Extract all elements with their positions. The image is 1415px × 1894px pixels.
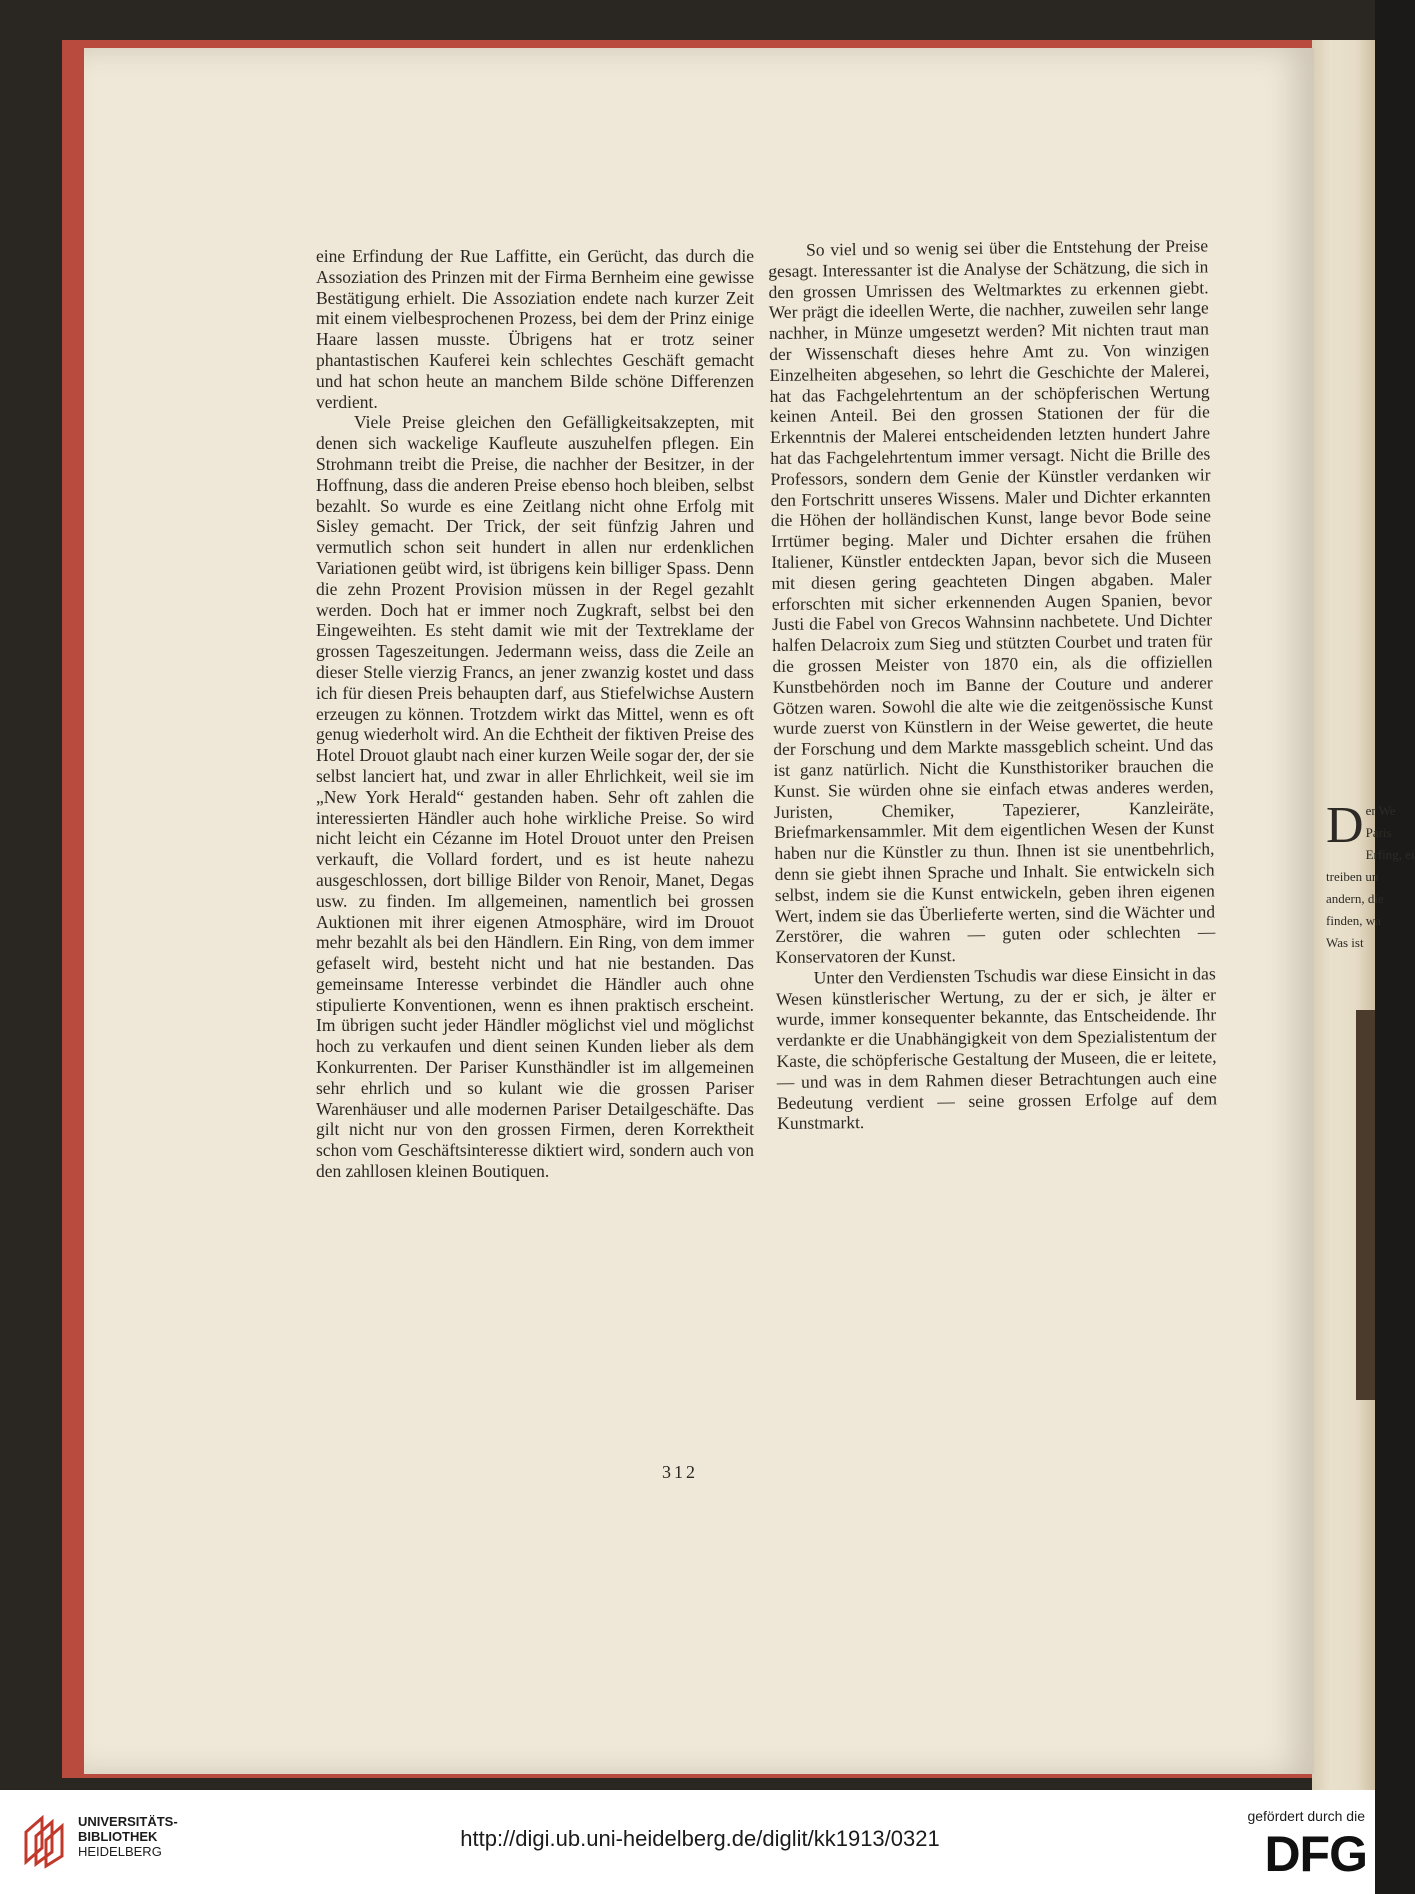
right-text-column bbox=[768, 235, 1217, 1134]
drop-cap: D bbox=[1326, 797, 1364, 854]
institution-line: BIBLIOTHEK bbox=[78, 1829, 158, 1844]
document-url-link[interactable]: http://digi.ub.uni-heidelberg.de/diglit/kk1913/0321 bbox=[460, 1826, 940, 1851]
page-number: 312 bbox=[662, 1462, 698, 1482]
paragraph: eine Erfindung der Rue Laffitte, ein Gerücht, das durch die Assoziation des Prinzen mit der Firma Bernheim eine gewisse Bestätigung erhielt. Die Assoziation endete nach kurzer Zeit mit einem vielbesprochenen Prozess, bei dem der Prinz einige Haare lassen musste. Übrigens hat er trotz seiner phantastischen Kauferei kein schlechtes Geschäft gemacht und hat schon heute an manchem Bilde schöne Differenzen verdient. bbox=[316, 246, 754, 412]
university-library-logo-icon bbox=[20, 1812, 70, 1868]
edge-line: treiben un bbox=[1326, 869, 1379, 884]
institution-name bbox=[78, 1814, 218, 1859]
paragraph: Unter den Verdiensten Tschudis war diese Einsicht in das Wesen künstlerischer Wertung, zu der er sich, je älter er wurde, immer konsequenter bekannte, das Entscheidende. Ihr verdankte er die Unabhängigkeit von dem Spezialistentum der Kaste, die schöpferische Gestaltung der Museen, die er leitete, — und was in dem Rahmen dieser Betrachtungen auch eine Bedeutung verdient — seine grossen Erfolge auf dem Kunstmarkt. bbox=[775, 963, 1218, 1134]
viewer-footer bbox=[0, 1790, 1375, 1894]
institution-line: UNIVERSITÄTS- bbox=[78, 1814, 178, 1829]
dfg-logo: DFG bbox=[1264, 1826, 1367, 1882]
left-text-column bbox=[316, 246, 754, 1182]
edge-line: er We bbox=[1365, 803, 1396, 818]
paragraph: So viel und so wenig sei über die Entstehung der Preise gesagt. Interessanter ist die Analyse der Schätzung, die sich in den grossen Umrissen des Weltmarktes zu erkennen giebt. Wer prägt die ideellen Werte, die nachher, zuweilen sehr lange nachher, in Münze umgesetzt werden? Mit nichten traut man der Wissenschaft dieses hehre Amt zu. Von winzigen Einzelheiten abgesehen, so lehrt die Geschichte der Malerei, hat das Fachgelehrtentum an der schöpferischen Wertung keinen Anteil. Bei den grossen Stationen der für die Erkenntnis der Malerei entscheidenden letzten hundert Jahre hat das Fachgelehrtentum immer versagt. Nicht die Brille des Professors, sondern dem Genie der Künstler verdanken wir den Fortschritt unseres Wissens. Maler und Dichter erkannten die Höhen der holländischen Kunst, lange bevor Bode seine Irrtümer beging. Maler und Dichter ersahen die frühen Italiener, Künstler entdeckten Japan, bevor sich die Museen mit diesen gering geachteten Dingen abgaben. Maler erforschten mit sicher erkennenden Augen Spanien, bevor Justi die Fabel von Grecos Wahnsinn nachbetete. Und Dichter halfen Delacroix zum Sieg und stützten Courbet und traten für die grossen Meister von 1870 ein, als die offiziellen Kunstbehörden noch im Banne der Couture und anderer Götzen waren. Sowohl die alte wie die zeitgenössische Kunst wurde zuerst von Künstlern in der Weise gewertet, die heute der Forschung und dem Markte massgeblich scheint. Und das ist ganz natürlich. Nicht die Kunsthistoriker brauchen die Kunst. Sie würden ohne sie einfach etwas anderes werden, Juristen, Chemiker, Tapezierer, Kanzleiräte, Briefmarkensammler. Mit dem eigentlichen Wesen der Kunst haben nur die Künstler zu thun. Ihnen ist sie unentbehrlich, denn sie giebt ihnen Sprache und Inhalt. Sie entwickeln sich selbst, indem sie die Kunst entwickeln, geben ihren eigenen Wert, indem sie das Überlieferte werten, sind die Wächter und Zerstörer, die wahren — guten oder schlechten — Konservatoren der Kunst. bbox=[768, 235, 1216, 968]
edge-line: Paris bbox=[1365, 825, 1392, 840]
edge-line: Erfing, ei bbox=[1365, 847, 1415, 862]
next-page-text-fragment bbox=[1326, 797, 1415, 954]
next-page-image-fragment bbox=[1356, 1010, 1375, 1400]
edge-line: andern, die bbox=[1326, 891, 1384, 906]
edge-line: finden, wa bbox=[1326, 913, 1381, 928]
paragraph: Viele Preise gleichen den Gefälligkeitsakzepten, mit denen sich wackelige Kaufleute auszuhelfen pflegen. Ein Strohmann treibt die Preise, die nachher der Besitzer, in der Hoffnung, dass die anderen Preise ebenso hoch bleiben, selbst bezahlt. So wurde es eine Zeitlang nicht ohne Erfolg mit Sisley gemacht. Der Trick, der seit fünfzig Jahren und vermutlich schon seit hundert in allen nur erdenklichen Variationen geübt wird, ist übrigens kein billiger Spass. Denn die zehn Prozent Provision müssen in der Regel gezahlt werden. Doch hat er immer noch Zugkraft, selbst bei den Eingeweihten. Es steht damit wie mit der Textreklame der grossen Tageszeitungen. Jedermann weiss, dass die Zeile an dieser Stelle vierzig Francs, an jener zwanzig kostet und dass ich für diesen Preis behaupten darf, aus Stiefelwichse Austern erzeugen zu können. Trotzdem wirkt das Mittel, wenn es oft genug wiederholt wird. An die Echtheit der fiktiven Preise des Hotel Drouot glaubt nach einer kurzen Weile sogar der, der sie selbst lanciert hat, und zwar in aller Ehrlichkeit, weil sie im „New York Herald“ gestanden haben. Sehr oft zahlen die interessierten Händler auch hohe wirkliche Preise. So wird nicht leicht ein Cézanne im Hotel Drouot unter den Preisen verkauft, die Vollard fordert, und es ist heute nahezu ausgeschlossen, dort billige Bilder von Renoir, Manet, Degas usw. zu finden. Im allgemeinen, namentlich bei grossen Auktionen mit ihrer eigenen Atmosphäre, wird im Drouot mehr bezahlt als bei den Händlern. Ein Ring, von dem immer gefaselt wird, besteht nicht und hat nie bestanden. Das gemeinsame Interesse verbindet die Händler auch ohne stipulierte Konventionen, wenn es ihnen praktisch erscheint. Im übrigen sucht jeder Händler möglichst viel und möglichst hoch zu verkaufen und dient seinen Kunden lieber als dem Konkurrenten. Der Pariser Kunsthändler ist im allgemeinen sehr ehrlich und so kulant wie die grossen Pariser Warenhäuser und alle modernen Pariser Detailgeschäfte. Das gilt nicht nur von den grossen Firmen, deren Korrektheit schon vom Geschäftsinteresse diktiert wird, sondern auch von den zahllosen kleinen Boutiquen. bbox=[316, 412, 754, 1182]
institution-line: HEIDELBERG bbox=[78, 1844, 162, 1859]
funded-by-label: gefördert durch die bbox=[1247, 1808, 1365, 1824]
edge-line: Was ist bbox=[1326, 935, 1364, 950]
